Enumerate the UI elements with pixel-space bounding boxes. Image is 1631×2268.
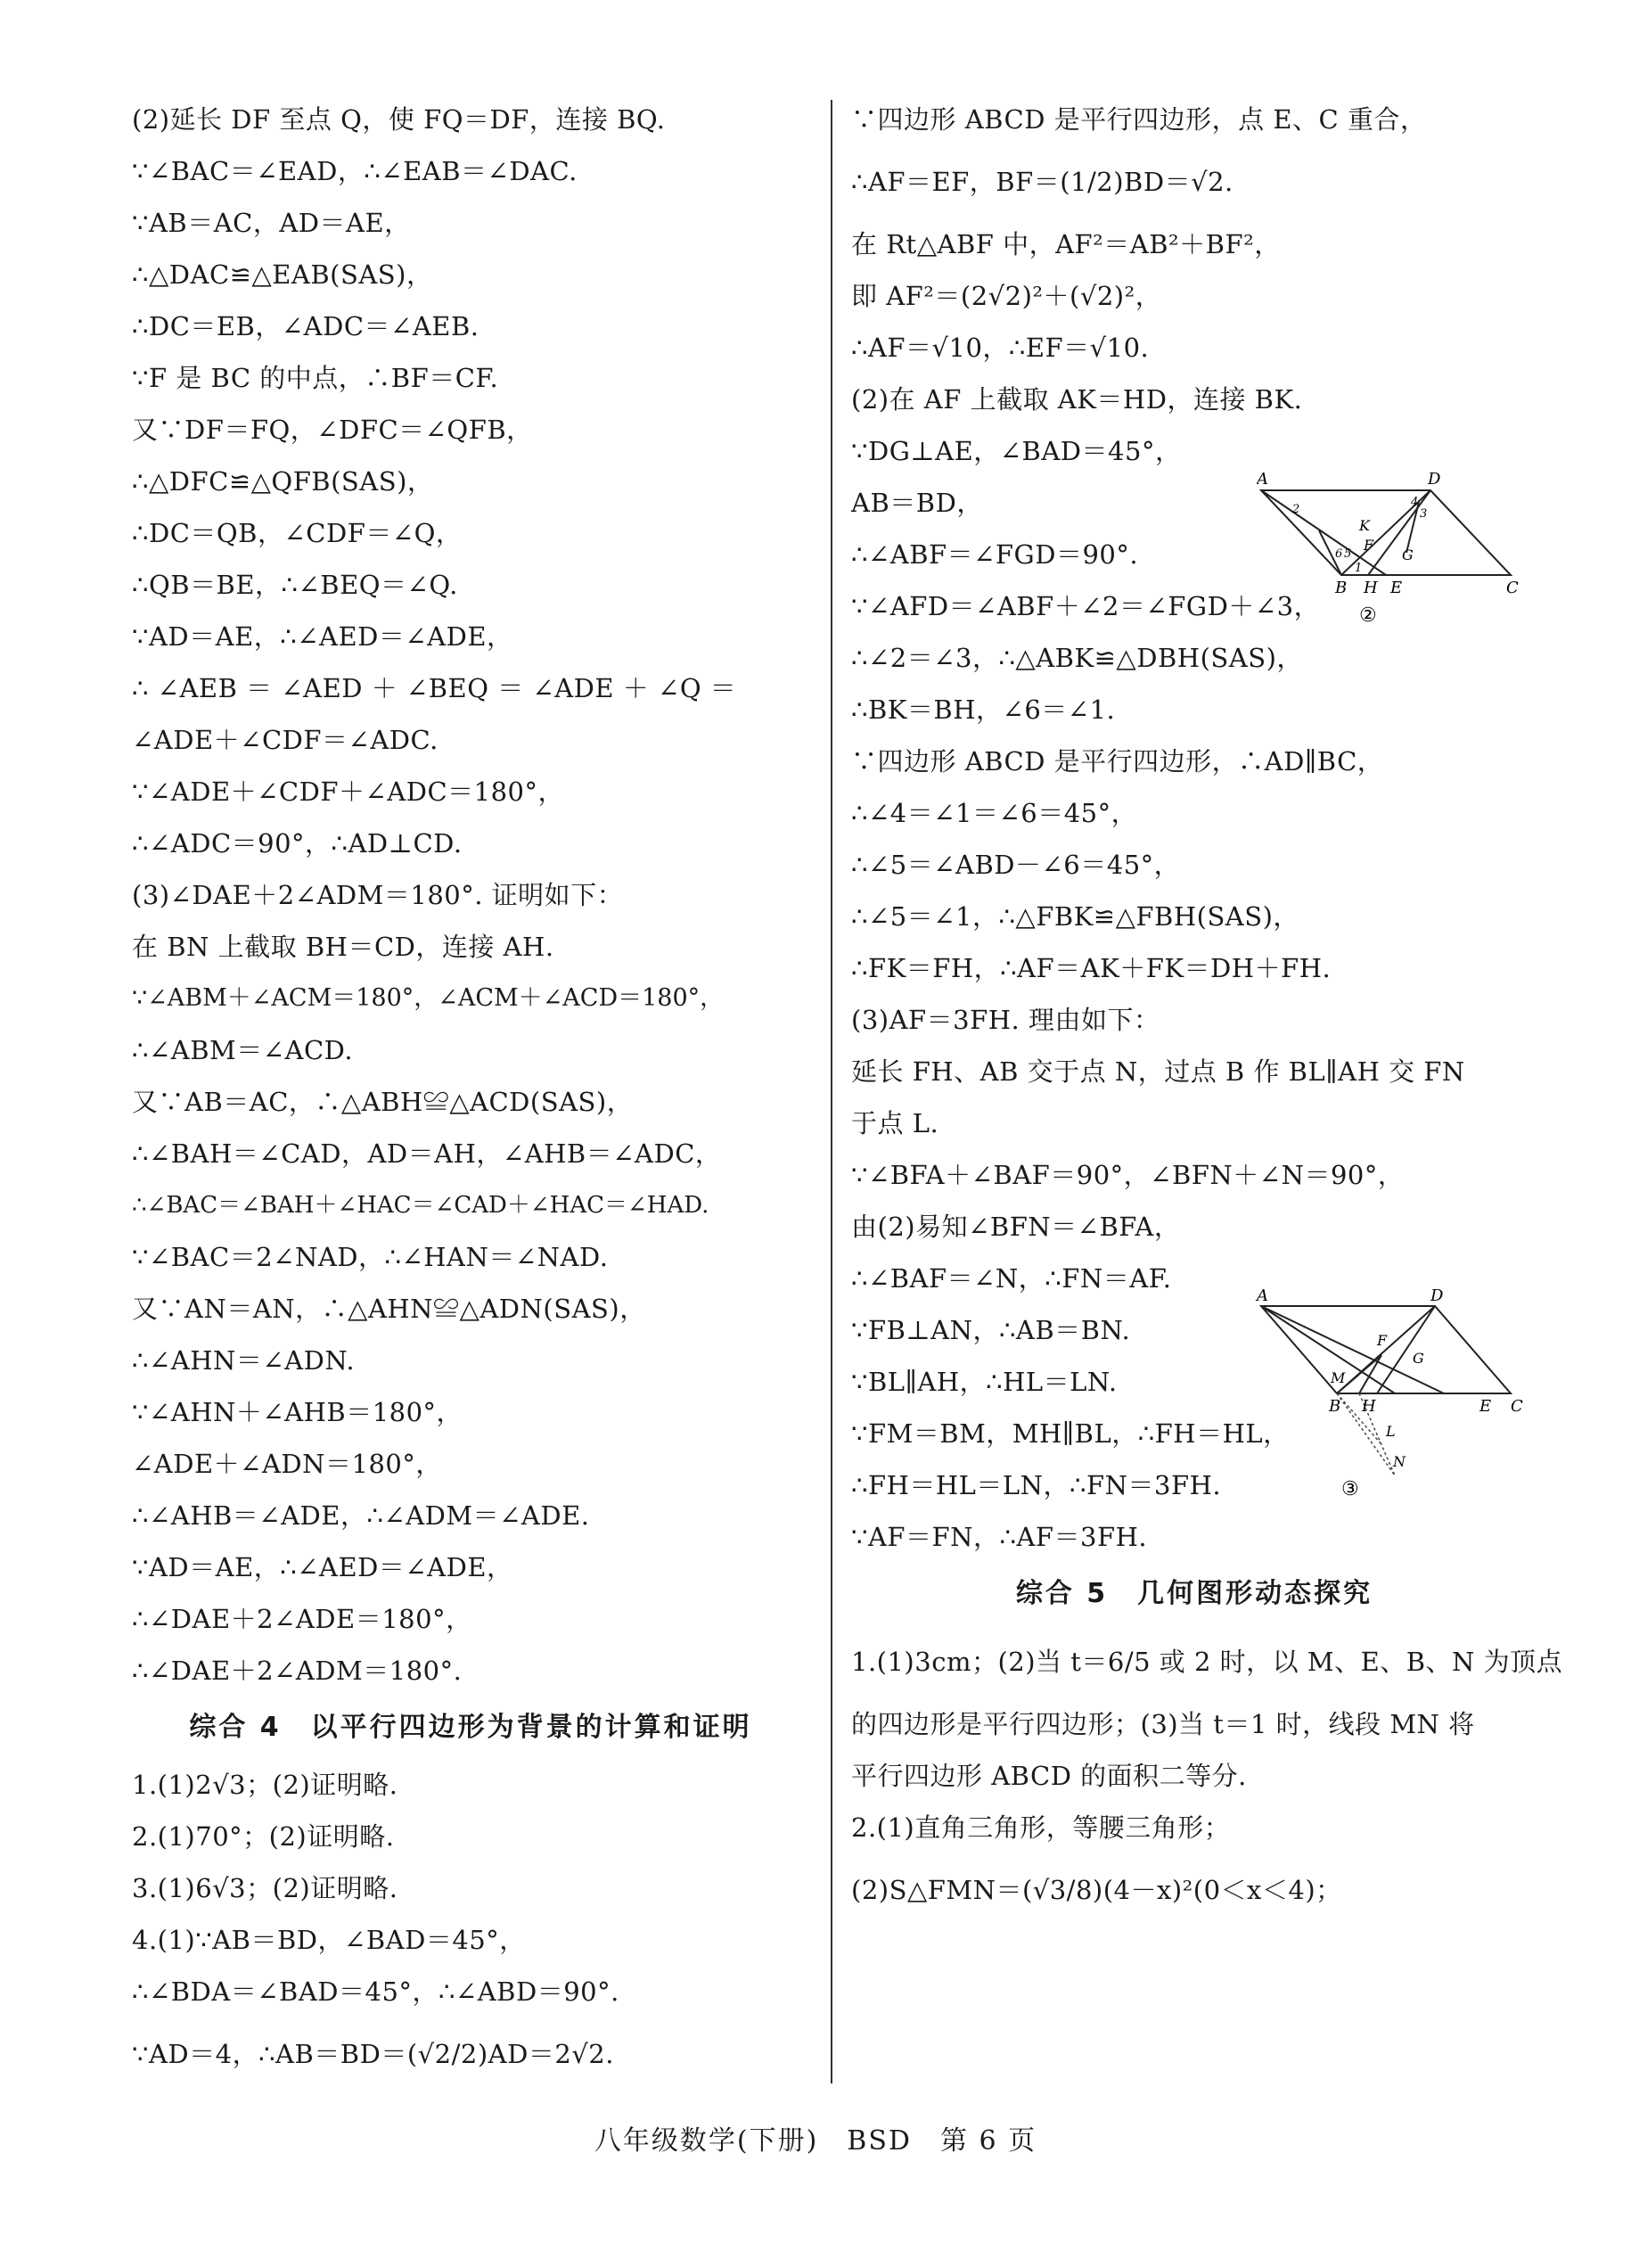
text-line: ∴ ∠AEB ＝ ∠AED ＋ ∠BEQ ＝ ∠ADE ＋ ∠Q ＝ (132, 673, 737, 703)
text-line: ∵四边形 ABCD 是平行四边形，点 E、C 重合， (851, 104, 1427, 135)
label: C (1506, 579, 1519, 597)
text-line: ∴AF＝√10，∴EF＝√10. (851, 333, 1150, 363)
text-line: 由(2)易知∠BFN＝∠BFA， (851, 1212, 1181, 1242)
text-line: ∴△DFC≌△QFB(SAS)， (132, 466, 434, 497)
text-line: (2)在 AF 上截取 AK＝HD，连接 BK. (851, 384, 1303, 415)
label: M (1331, 1369, 1346, 1386)
angle-label: 5 (1344, 547, 1352, 561)
label: D (1428, 470, 1441, 489)
answer-line: ∵AD＝4，∴AB＝BD＝(√2/2)AD＝2√2. (132, 2039, 614, 2069)
text-line: ∵F 是 BC 的中点，∴BF＝CF. (132, 363, 499, 393)
text-line: ∴∠ADC＝90°，∴AD⊥CD. (132, 828, 463, 859)
label: E (1390, 579, 1403, 597)
label: H (1362, 1397, 1376, 1416)
section-heading: 综合 5 几何图形动态探究 (1015, 1578, 1373, 1609)
angle-label: 1 (1355, 562, 1363, 575)
figure-3-drawing (1252, 1288, 1537, 1502)
text-line: AB＝BD， (851, 488, 983, 518)
answer-line: 的四边形是平行四边形；(3)当 t＝1 时，线段 MN 将 (851, 1709, 1475, 1739)
page-footer: 八年级数学(下册) BSD 第 6 页 (594, 2125, 1037, 2157)
text-line: 在 Rt△ABF 中，AF²＝AB²＋BF²， (851, 229, 1281, 259)
figure-2 (1257, 468, 1524, 646)
text-line: ∵∠BFA＋∠BAF＝90°，∠BFN＋∠N＝90°， (851, 1160, 1405, 1190)
answer-line: 2.(1)70°；(2)证明略. (132, 1821, 395, 1852)
text-line: ∴∠BAC＝∠BAH＋∠HAC＝∠CAD＋∠HAC＝∠HAD. (132, 1192, 709, 1219)
text-line: ∵∠BAC＝2∠NAD，∴∠HAN＝∠NAD. (132, 1242, 609, 1272)
text-line: ∵四边形 ABCD 是平行四边形，∴AD∥BC， (851, 746, 1384, 777)
text-line: ∵FM＝BM，MH∥BL，∴FH＝HL， (851, 1418, 1290, 1449)
text-line: ∠ADE＋∠ADN＝180°， (132, 1449, 442, 1479)
text-line: 于点 L. (851, 1108, 939, 1138)
left-column (132, 94, 809, 2091)
text-line: ∵FB⊥AN，∴AB＝BN. (851, 1315, 1131, 1345)
text-line: ∵AD＝AE，∴∠AED＝∠ADE， (132, 621, 513, 652)
text-line: ∵AB＝AC，AD＝AE， (132, 208, 411, 238)
text-line: ∴AF＝EF，BF＝(1/2)BD＝√2. (851, 167, 1233, 197)
text-line: ∴∠BAH＝∠CAD，AD＝AH，∠AHB＝∠ADC， (132, 1138, 722, 1169)
text-line: 又∵AB＝AC，∴△ABH≌△ACD(SAS)， (132, 1087, 634, 1117)
text-line: ∴∠AHN＝∠ADN. (132, 1345, 356, 1376)
column-divider (831, 100, 832, 2083)
text-line: ∴FH＝HL＝LN，∴FN＝3FH. (851, 1470, 1222, 1500)
text-line: ∴∠AHB＝∠ADE，∴∠ADM＝∠ADE. (132, 1500, 590, 1531)
text-line: 在 BN 上截取 BH＝CD，连接 AH. (132, 932, 554, 962)
text-line: ∴DC＝QB，∠CDF＝∠Q， (132, 518, 463, 548)
text-line: 延长 FH、AB 交于点 N，过点 B 作 BL∥AH 交 FN (851, 1056, 1465, 1087)
figure-caption: ② (1359, 604, 1377, 627)
text-line: ∴∠DAE＋2∠ADE＝180°， (132, 1604, 472, 1634)
figure-3 (1252, 1288, 1537, 1502)
text-line: ∴∠BAF＝∠N，∴FN＝AF. (851, 1263, 1172, 1294)
text-line: ∴∠ABM＝∠ACD. (132, 1035, 354, 1065)
text-line: ∴DC＝EB，∠ADC＝∠AEB. (132, 311, 479, 341)
text-line: ∴∠2＝∠3，∴△ABK≌△DBH(SAS)， (851, 643, 1303, 673)
answer-line: 平行四边形 ABCD 的面积二等分. (851, 1761, 1247, 1791)
text-line: 即 AF²＝(2√2)²＋(√2)²， (851, 281, 1162, 311)
angle-label: 2 (1292, 503, 1300, 516)
label: G (1402, 546, 1414, 563)
text-line: (3)AF＝3FH. 理由如下： (851, 1005, 1160, 1035)
right-column (851, 94, 1563, 1927)
text-line: ∵∠BAC＝∠EAD，∴∠EAB＝∠DAC. (132, 156, 578, 186)
text-line: ∵AD＝AE，∴∠AED＝∠ADE， (132, 1552, 513, 1582)
text-line: ∴∠ABF＝∠FGD＝90°. (851, 539, 1139, 570)
label: G (1413, 1350, 1424, 1367)
figure-caption: ③ (1341, 1478, 1359, 1500)
text-line: ∵∠ADE＋∠CDF＋∠ADC＝180°， (132, 777, 565, 807)
text-line: ∴QB＝BE，∴∠BEQ＝∠Q. (132, 570, 458, 600)
text-line: ∴∠DAE＋2∠ADM＝180°. (132, 1656, 463, 1686)
text-line: 又∵AN＝AN，∴△AHN≌△ADN(SAS)， (132, 1294, 646, 1324)
text-line: ∵BL∥AH，∴HL＝LN. (851, 1367, 1118, 1397)
label: B (1329, 1397, 1341, 1416)
answer-line: 1.(1)3cm；(2)当 t＝6/5 或 2 时，以 M、E、B、N 为顶点 (851, 1647, 1563, 1677)
text-line: (3)∠DAE＋2∠ADM＝180°. 证明如下： (132, 880, 624, 910)
label: E (1479, 1397, 1492, 1416)
label: D (1430, 1288, 1444, 1305)
text-line: ∵∠AFD＝∠ABF＋∠2＝∠FGD＋∠3， (851, 591, 1321, 621)
label: A (1257, 1288, 1268, 1305)
angle-label: 4 (1411, 496, 1419, 509)
answer-line: 2.(1)直角三角形，等腰三角形； (851, 1812, 1231, 1843)
text-line: ∴FK＝FH，∴AF＝AK＋FK＝DH＋FH. (851, 953, 1332, 983)
text-line: ∴△DAC≌△EAB(SAS)， (132, 259, 433, 290)
text-line: ∵AF＝FN，∴AF＝3FH. (851, 1522, 1148, 1552)
angle-label: 6 (1335, 547, 1343, 561)
text-line: (2)延长 DF 至点 Q，使 FQ＝DF，连接 BQ. (132, 104, 666, 135)
label: C (1511, 1397, 1523, 1416)
answer-line: 3.(1)6√3；(2)证明略. (132, 1873, 398, 1903)
label: B (1335, 579, 1348, 597)
label: F (1364, 537, 1374, 554)
text-line: ∴∠4＝∠1＝∠6＝45°， (851, 798, 1138, 828)
label: H (1364, 579, 1378, 597)
answer-line: 1.(1)2√3；(2)证明略. (132, 1770, 398, 1800)
label: A (1257, 470, 1268, 489)
text-line: ∠ADE＋∠CDF＝∠ADC. (132, 725, 438, 755)
label: F (1377, 1332, 1388, 1349)
text-line: ∵∠ABM＋∠ACM＝180°，∠ACM＋∠ACD＝180°， (132, 984, 725, 1012)
figure-2-drawing (1257, 468, 1524, 646)
text-line: ∴∠5＝∠ABD－∠6＝45°， (851, 850, 1181, 880)
text-line: ∵DG⊥AE，∠BAD＝45°， (851, 436, 1182, 466)
text-line: ∵∠AHN＋∠AHB＝180°， (132, 1397, 463, 1427)
answer-line: (2)S△FMN＝(√3/8)(4－x)²(0＜x＜4)； (851, 1875, 1342, 1905)
angle-label: 3 (1420, 507, 1428, 521)
label: N (1393, 1453, 1406, 1470)
label: K (1359, 517, 1370, 534)
text-line: ∴∠5＝∠1，∴△FBK≌△FBH(SAS)， (851, 901, 1299, 932)
answer-line: ∴∠BDA＝∠BAD＝45°，∴∠ABD＝90°. (132, 1976, 619, 2007)
label: L (1386, 1423, 1396, 1440)
section-heading: 综合 4 以平行四边形为背景的计算和证明 (189, 1712, 752, 1743)
text-line: 又∵DF＝FQ，∠DFC＝∠QFB， (132, 415, 533, 445)
text-line: ∴BK＝BH，∠6＝∠1. (851, 694, 1116, 725)
answer-line: 4.(1)∵AB＝BD，∠BAD＝45°， (132, 1925, 526, 1955)
